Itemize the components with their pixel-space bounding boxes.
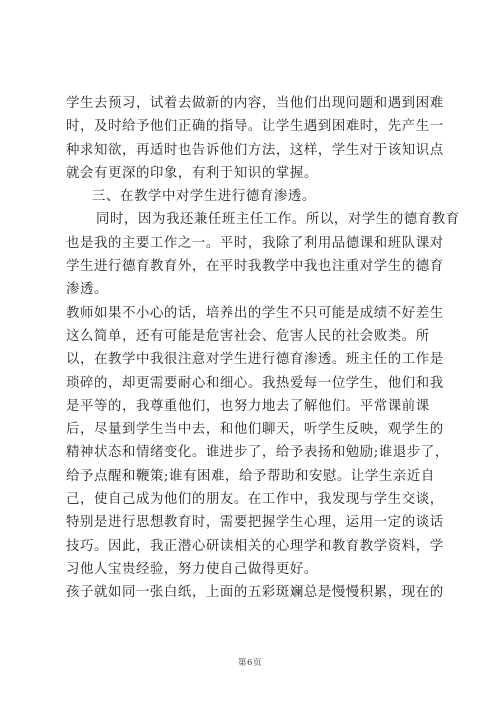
text-line: 就会有更深的印象，有利于知识的掌握。 xyxy=(66,165,318,181)
text-line: 给予点醒和鞭策;谁有困难，给予帮助和安慰。让学生亲近自 xyxy=(66,468,435,484)
text-line: 学生进行德育教育外，在平时我教学中我也注重对学生的德育 xyxy=(66,259,444,275)
text-line: 种求知欲，再适时也告诉他们方法，这样，学生对于该知识点 xyxy=(66,142,444,158)
text-line: 同时，因为我还兼任班主任工作。所以，对学生的德育教育 xyxy=(96,212,460,228)
text-line: 也是我的主要工作之一。平时，我除了利用品德课和班队课对 xyxy=(66,235,444,251)
page-number: 第6页 xyxy=(238,658,262,668)
text-line: 这么简单，还有可能是危害社会、危害人民的社会败类。所 xyxy=(66,328,430,344)
body-text xyxy=(66,92,460,605)
text-line: 技巧。因此，我正潜心研读相关的心理学和教育教学资料，学 xyxy=(66,538,444,554)
text-line: 时，及时给予他们正确的指导。让学生遇到困难时，先产生一 xyxy=(66,119,444,135)
text-line: 孩子就如同一张白纸，上面的五彩斑斓总是慢慢积累，现在的 xyxy=(66,585,444,601)
section-heading: 三、在教学中对学生进行德育渗透。 xyxy=(92,189,316,205)
text-line: 琐碎的，却更需要耐心和细心。我热爱每一位学生，他们和我 xyxy=(66,375,444,391)
text-line: 己，使自己成为他们的朋友。在工作中，我发现与学生交谈， xyxy=(66,492,444,508)
text-line: 学生去预习，试着去做新的内容，当他们出现问题和遇到困难 xyxy=(66,96,444,111)
text-line: 渗透。 xyxy=(66,282,108,298)
text-line: 教师如果不小心的话，培养出的学生不只可能是成绩不好差生 xyxy=(66,305,444,321)
text-line: 精神状态和情绪变化。谁进步了，给予表扬和勉励;谁退步了， xyxy=(66,445,449,461)
text-line: 特别是进行思想教育时，需要把握学生心理，运用一定的谈话 xyxy=(66,515,444,531)
text-line: 习他人宝贵经验，努力使自己做得更好。 xyxy=(66,561,318,577)
text-line: 后，尽量到学生当中去，和他们聊天，听学生反映，观学生的 xyxy=(66,422,444,438)
text-line: 是平等的，我尊重他们，也努力地去了解他们。平常课前课 xyxy=(66,398,430,414)
text-line: 以，在教学中我很注意对学生进行德育渗透。班主任的工作是 xyxy=(66,352,444,368)
